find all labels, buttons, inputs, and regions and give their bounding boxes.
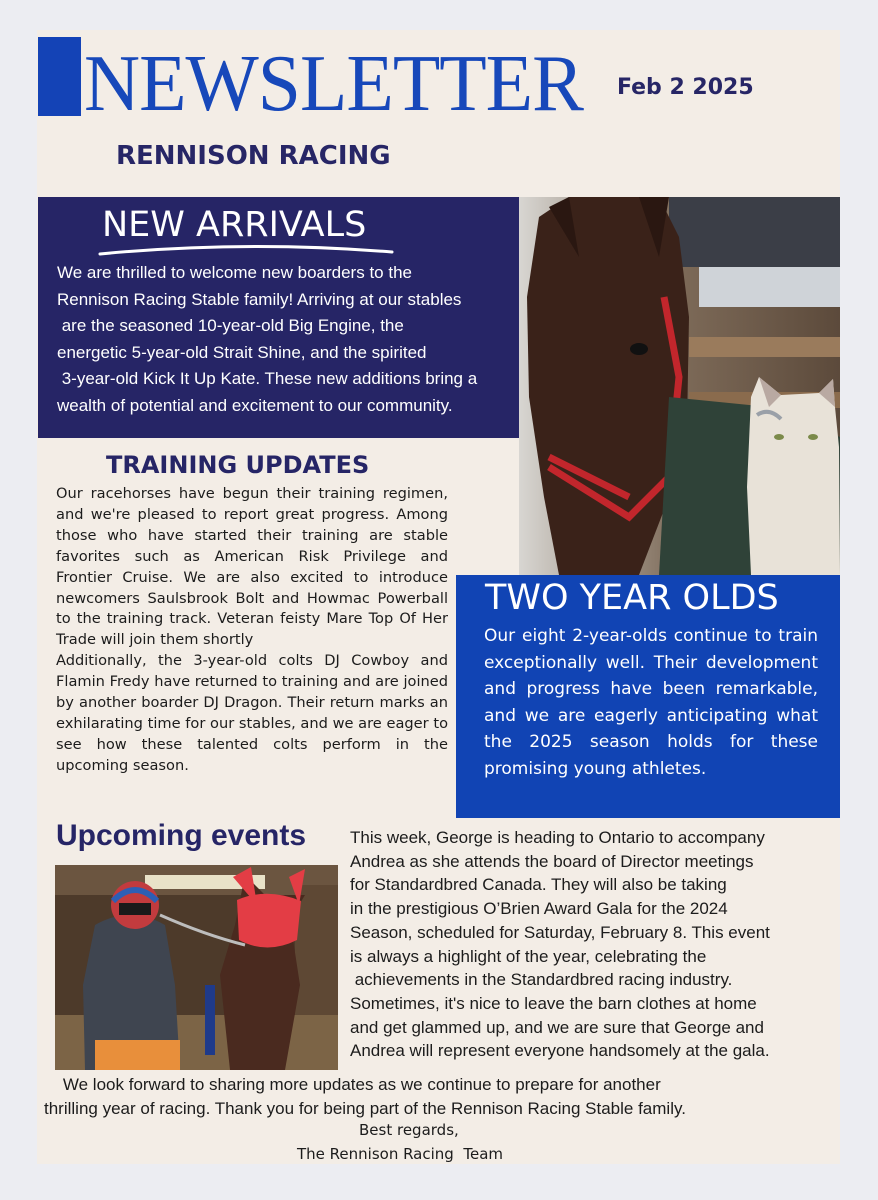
new-arrivals-heading: NEW ARRIVALS xyxy=(102,205,367,245)
organization-name: RENNISON RACING xyxy=(116,141,391,171)
new-arrivals-text: We are thrilled to welcome new boarders to the Rennison Racing Stable family! Arriving at our stables are the seasoned 10-year-old Big Engine, the energetic 5-year-old Strait Shine, and the spirited 3-year-old Kick It Up Kate. These new additions bring a wealth of potential and excitement to our community. xyxy=(57,263,478,415)
signature-team: The Rennison Racing Team xyxy=(297,1145,504,1163)
two-year-olds-text: Our eight 2-year-olds continue to train exceptionally well. Their development and progress have been remarkable, and we are eagerly anticipating what the 2025 season holds for these promising young athletes. xyxy=(484,626,818,779)
trainer-with-horse-illustration xyxy=(55,865,338,1070)
masthead-accent-bar xyxy=(38,37,81,116)
training-updates-text xyxy=(56,484,448,777)
masthead-title: NEWSLETTER xyxy=(84,40,583,128)
horse-and-cat-photo-illustration xyxy=(519,197,840,575)
issue-date: Feb 2 2025 xyxy=(617,75,754,100)
trainer-with-horse-photo xyxy=(55,865,338,1070)
training-updates-heading: TRAINING UPDATES xyxy=(106,451,370,479)
sign-off: Best regards, xyxy=(359,1121,459,1139)
horse-and-cat-photo xyxy=(519,197,840,575)
training-paragraph-2: Additionally, the 3-year-old colts DJ Cowboy and Flamin Fredy have returned to training and are joined by another boarder DJ Dragon. Their return marks an exhilarating time for our stables, and we are eager to see how these talented colts perform in the upcoming season. xyxy=(56,652,448,774)
upcoming-events-heading: Upcoming events xyxy=(56,819,307,852)
upcoming-events-text: This week, George is heading to Ontario to accompany Andrea as she attends the board of Director meetings for Standardbred Canada. They will also be taking in the prestigious O’Brien Award Gala for the 2024 Season, scheduled for Saturday, February 8. This event is always a highlight of the year, celebrating the achievements in the Standardbred racing industry. Sometimes, it's nice to leave the barn clothes at home and get glammed up, and we are sure that George and Andrea will represent everyone handsomely at the gala. xyxy=(350,828,770,1061)
closing-message: We look forward to sharing more updates as we continue to prepare for another thrilling year of racing. Thank you for being part of the Rennison Racing Stable family. xyxy=(44,1075,686,1118)
training-paragraph-1: Our racehorses have begun their training regimen, and we're pleased to report great progress. Among those who have started their training are stable favorites such as American Risk Privilege and Frontier Cruise. We are also excited to introduce newcomers Saulsbrook Bolt and Howmac Powerball to the training track. Veteran feisty Mare Top Of Her Trade will join them shortly xyxy=(56,485,448,649)
swoosh-underline-icon xyxy=(96,238,396,260)
two-year-olds-heading: TWO YEAR OLDS xyxy=(485,578,779,618)
